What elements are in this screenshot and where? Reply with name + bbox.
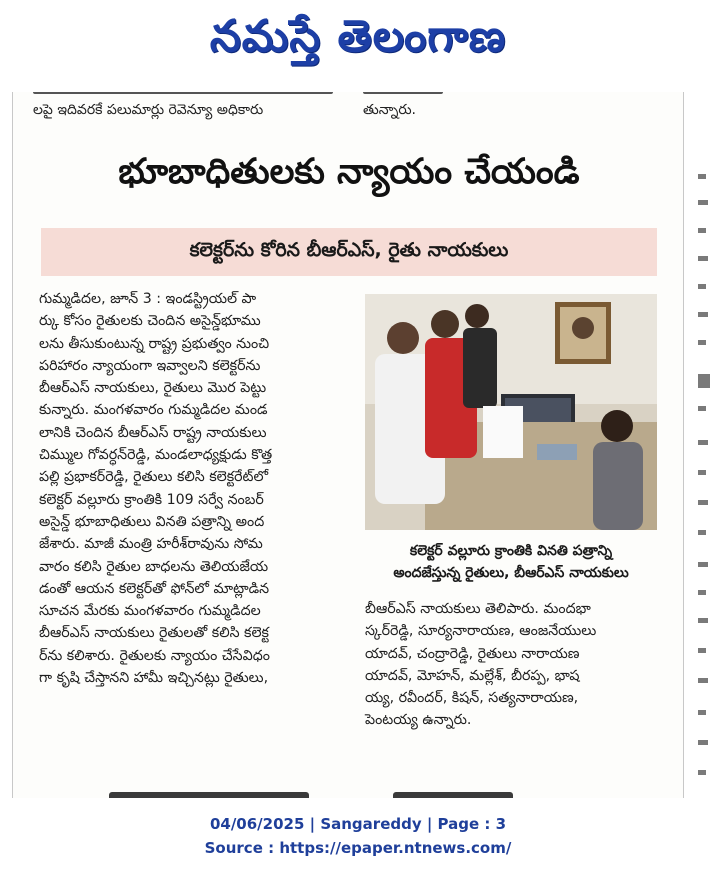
edition-info: 04/06/2025 | Sangareddy | Page : 3 [209,815,507,833]
body-line: గుమ్మడిదల, జూన్‌ 3 : ఇండస్ట్రియల్‌ పా [39,291,257,307]
article-headline: భూబాధితులకు న్యాయం చేయండి [118,152,580,192]
body-line: ర్‌ను కలిశారు. రైతులకు న్యాయం చేసేవిధం [39,647,270,664]
body-line: బీఆర్‌ఎస్‌ నాయకులు, రైతులు మొర పెట్టు [39,380,267,397]
body-line: యాదవ్‌, చంద్రారెడ్డి, రైతులు నారాయణ [365,645,580,662]
body-line: గా కృషి చేస్తానని హామీ ఇచ్చినట్లు రైతులు, [39,670,269,687]
masthead [0,0,716,84]
body-line: య్య, రవీందర్‌, కిషన్‌, సత్యనారాయణ, [365,690,579,707]
adjacent-text-fragments [692,170,716,810]
cut-text-edge-top [33,92,333,94]
body-line: చిమ్ముల గోవర్ధన్‌రెడ్డి, మండలాధ్యక్షుడు కొత్త [39,447,273,464]
newspaper-logo: నమస్తే తెలంగాణ [209,11,507,62]
body-line: డంతో ఆయన కలెక్టర్‌తో ఫోన్‌లో మాట్లాడిన [39,580,270,597]
caption-line: అందజేస్తున్న రైతులు, బీఆర్‌ఎస్‌ నాయకులు [393,565,629,581]
adjacent-page-edge [692,170,716,810]
body-line: కున్నారు. మంగళవారం గుమ్మడిదల మండ [39,402,268,419]
body-line: వారం కలిసి రైతుల బాధలను తెలియజేయ [39,558,269,575]
cut-text-edge-bottom-right [393,792,513,798]
body-line: జేశారు. మాజీ మంత్రి హరీశ్‌రావును సోమ [39,536,263,553]
body-line: బీఆర్‌ఎస్‌ నాయకులు తెలిపారు. మందభా [365,601,591,617]
body-line: సూచన మేరకు మంగళవారం గుమ్మడిదల [39,603,261,620]
article-body-left-column [39,288,357,689]
previous-article-fragment-left: లపై ఇదివరకే పలుమార్లు రెవెన్యూ అధికారు [33,102,264,118]
previous-article-fragment-right: తున్నారు. [363,102,417,118]
article-body-right-column [365,598,665,732]
caption-line: కలెక్టర్‌ వల్లూరు క్రాంతికి వినతి పత్రాన్ని [409,543,613,559]
body-line: యాదవ్‌, మోహన్‌, మల్లేశ్‌, బీరప్ప, భాష [365,667,580,684]
body-line: పల్లి ప్రభాకర్‌రెడ్డి, రైతులు కలిసి కలెక్టరేట్‌లో [39,469,269,486]
body-line: లను తీసుకుంటున్న రాష్ట్ర ప్రభుత్వం నుంచి [39,335,270,352]
body-line: పెంటయ్య ఉన్నారు. [365,712,472,729]
body-line: బీఆర్‌ఎస్‌ నాయకులు రైతులతో కలిసి కలెక్ట [39,625,269,642]
body-line: స్కర్‌రెడ్డి, సూర్యనారాయణ, ఆంజనేయులు [365,623,597,640]
source-link[interactable]: Source : https://epaper.ntnews.com/ [204,839,512,857]
photo-illustration [365,294,657,530]
article-subheadline: కలెక్టర్‌ను కోరిన బీఆర్‌ఎస్‌, రైతు నాయకులు [189,238,509,261]
article-photo [365,294,657,530]
cut-text-edge-top-right [363,92,443,94]
body-line: కలెక్టర్‌ వల్లూరు క్రాంతికి 109 సర్వే నంబర్‌ [39,491,264,508]
photo-caption [365,540,657,584]
body-line: అసైన్డ్‌ భూబాధితులు వినతి పత్రాన్ని అంద [39,513,265,530]
cut-text-edge-bottom [109,792,309,798]
body-line: లానికి చెందిన బీఆర్‌ఎస్‌ రాష్ట్ర నాయకులు [39,424,267,441]
subheadline-band [41,228,657,276]
page-footer [0,812,716,860]
body-line: ర్కు కోసం రైతులకు చెందిన అసైన్డ్‌భూము [39,313,261,330]
body-line: పరిహారం న్యాయంగా ఇవ్వాలని కలెక్టర్‌ను [39,357,261,374]
article-clipping [12,92,684,798]
